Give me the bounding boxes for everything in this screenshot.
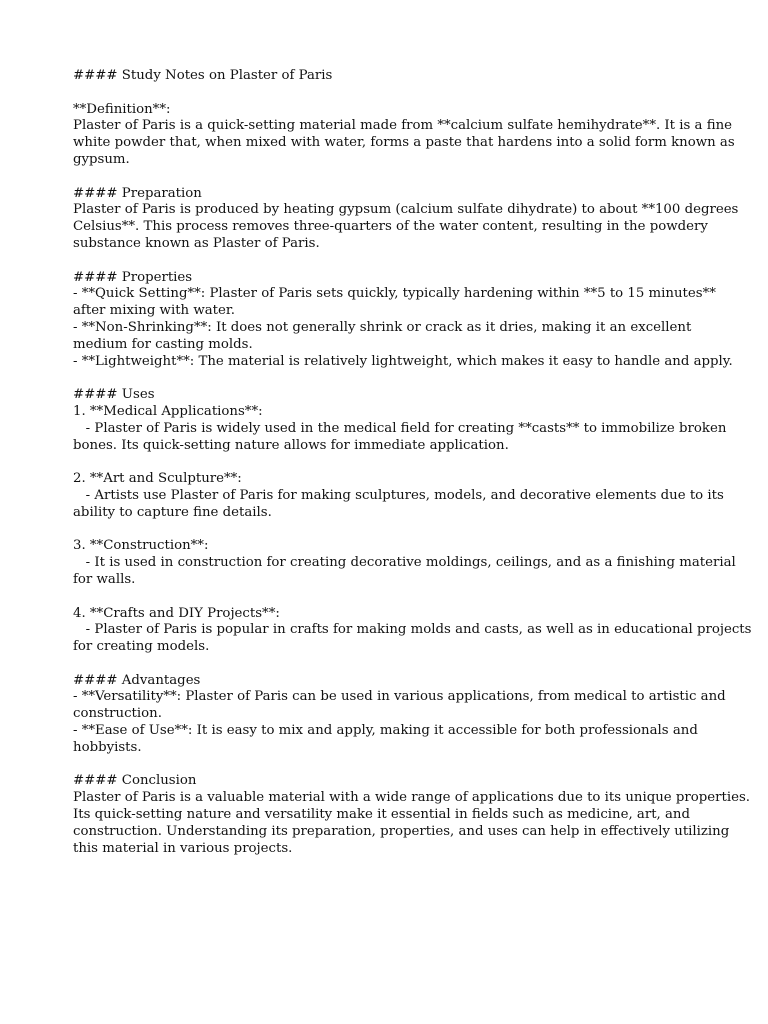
blank-line	[73, 522, 703, 539]
heading-conclusion: #### Conclusion	[73, 773, 197, 789]
uses-text-line: for walls.	[73, 571, 136, 587]
properties-text-line: - **Quick Setting**: Plaster of Paris sets quickly, typically hardening within **5 to 15 minutes**	[73, 286, 716, 302]
blank-line	[73, 589, 703, 606]
conclusion-text-line: this material in various projects.	[73, 840, 293, 856]
blank-line	[73, 757, 703, 774]
definition-text-line: gypsum.	[73, 151, 130, 167]
heading-preparation: #### Preparation	[73, 185, 202, 201]
uses-text-line: ability to capture fine details.	[73, 504, 272, 520]
uses-text-line: 3. **Construction**:	[73, 538, 209, 554]
properties-text-line: - **Lightweight**: The material is relatively lightweight, which makes it easy to handle and apply.	[73, 353, 733, 369]
uses-text-line: - Plaster of Paris is widely used in the medical field for creating **casts** to immobilize broken	[73, 420, 727, 436]
advantages-text-line: - **Versatility**: Plaster of Paris can be used in various applications, from medical to artistic and	[73, 689, 726, 705]
preparation-text-line: Celsius**. This process removes three-quarters of the water content, resulting in the powdery	[73, 219, 708, 235]
properties-text-line: medium for casting molds.	[73, 336, 253, 352]
uses-text-line: for creating models.	[73, 639, 210, 655]
blank-line	[73, 370, 703, 387]
uses-text-line: 2. **Art and Sculpture**:	[73, 471, 242, 487]
advantages-text-line: hobbyists.	[73, 739, 142, 755]
heading-uses: #### Uses	[73, 387, 155, 403]
conclusion-text-line: Its quick-setting nature and versatility make it essential in fields such as medicine, art, and	[73, 807, 691, 823]
uses-text-line: 1. **Medical Applications**:	[73, 403, 263, 419]
preparation-text-line: substance known as Plaster of Paris.	[73, 235, 320, 251]
document-page	[73, 68, 752, 857]
uses-text-line: - Artists use Plaster of Paris for making sculptures, models, and decorative elements due to its	[73, 487, 724, 503]
advantages-text-line: - **Ease of Use**: It is easy to mix and apply, making it accessible for both professionals and	[73, 723, 698, 739]
blank-line	[73, 169, 703, 186]
uses-text-line: 4. **Crafts and DIY Projects**:	[73, 605, 280, 621]
uses-text-line: - It is used in construction for creating decorative moldings, ceilings, and as a finishing material	[73, 555, 736, 571]
blank-line	[73, 253, 703, 270]
definition-label: **Definition**:	[73, 101, 171, 117]
conclusion-text-line: construction. Understanding its preparation, properties, and uses can help in effectively utilizing	[73, 823, 730, 839]
uses-text-line: bones. Its quick-setting nature allows for immediate application.	[73, 437, 509, 453]
conclusion-text-line: Plaster of Paris is a valuable material with a wide range of applications due to its unique properties.	[73, 790, 750, 806]
definition-text-line: white powder that, when mixed with water, forms a paste that hardens into a solid form known as	[73, 135, 735, 151]
properties-text-line: after mixing with water.	[73, 303, 235, 319]
preparation-text-line: Plaster of Paris is produced by heating gypsum (calcium sulfate dihydrate) to about **100 degrees	[73, 202, 739, 218]
definition-text-line: Plaster of Paris is a quick-setting material made from **calcium sulfate hemihydrate**. It is a fine	[73, 118, 733, 134]
blank-line	[73, 85, 703, 102]
heading-properties: #### Properties	[73, 269, 193, 285]
heading-advantages: #### Advantages	[73, 672, 201, 688]
heading-study-notes: #### Study Notes on Plaster of Paris	[73, 68, 333, 83]
blank-line	[73, 454, 703, 471]
uses-text-line: - Plaster of Paris is popular in crafts for making molds and casts, as well as in educational projects	[73, 622, 752, 638]
blank-line	[73, 656, 703, 673]
properties-text-line: - **Non-Shrinking**: It does not generally shrink or crack as it dries, making it an excellent	[73, 319, 692, 335]
advantages-text-line: construction.	[73, 706, 162, 722]
